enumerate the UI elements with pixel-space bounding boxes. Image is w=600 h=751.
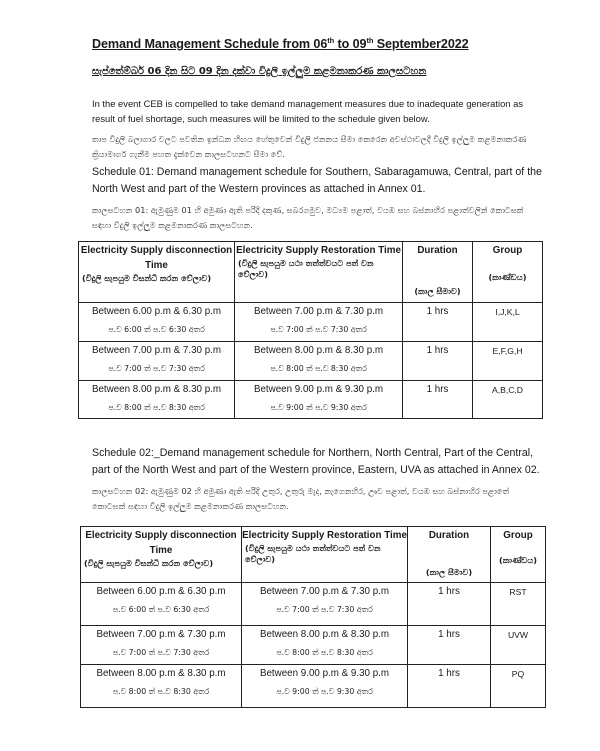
time-en: Between 9.00 p.m & 9.30 p.m: [253, 384, 384, 395]
column-header-disconnection: [79, 242, 235, 303]
header-en: Electricity Supply Restoration Time: [242, 530, 407, 541]
group-value: PQ: [511, 669, 525, 679]
time-en: Between 9.00 p.m & 9.30 p.m: [259, 668, 390, 679]
table-row: [81, 583, 546, 626]
title-text: to 09: [334, 37, 367, 52]
schedule-2-table: [80, 526, 546, 708]
duration-value: 1 hrs: [438, 586, 460, 597]
group-cell: [473, 381, 543, 419]
title-superscript: th: [366, 36, 374, 45]
header-en: Duration: [417, 245, 458, 256]
table-row: [79, 381, 543, 419]
duration-value: 1 hrs: [438, 629, 460, 640]
restoration-cell: [242, 665, 408, 708]
column-header-disconnection: [81, 527, 242, 583]
time-en: Between 7.00 p.m & 7.30 p.m: [91, 345, 222, 356]
column-header-group: [473, 242, 543, 303]
time-en: Between 8.00 p.m & 8.30 p.m: [259, 629, 390, 640]
time-en: Between 6.00 p.m & 6.30 p.m: [91, 306, 222, 317]
title-text: Demand Management Schedule from 06: [92, 37, 328, 52]
header-si: (විදුලි සැපයුම යථා තත්ත්වයට පත් වන වේලාව): [245, 543, 381, 564]
time-si: ප.ව 6:00 ත් ප.ව 6:30 අතර: [108, 325, 205, 334]
duration-value: 1 hrs: [426, 345, 449, 356]
group-cell: [473, 342, 543, 381]
duration-cell: [408, 665, 491, 708]
schedule-1-heading-sinhala: කාලසටහන 01: ඇමුණුම 01 හි අමුණා ඇති පරිදි දකුණ, සබරගමුව, මධ්‍යම පළාත්, වයඹ සහ බස්නාහිර පළාත්වලින් කොටසක් සඳහා විදුලි ඉල්ලුම කළමනාකරණ කාලසටහන.: [92, 205, 524, 230]
schedule-2-heading: Schedule 02:_Demand management schedule for Northern, North Central, Part of the Central, part of the North West and part of the Western province, Eastern, UVA as attached in Annex 02.: [92, 447, 540, 476]
group-value: E,F,G,H: [492, 346, 523, 356]
time-si: ප.ව 8:00 ත් ප.ව 8:30 අතර: [108, 403, 205, 412]
restoration-cell: [242, 583, 408, 626]
time-si: ප.ව 7:00 ත් ප.ව 7:30 අතර: [112, 648, 210, 657]
header-si: (කාණ්ඩය): [488, 272, 527, 282]
duration-value: 1 hrs: [438, 668, 460, 679]
group-value: A,B,C,D: [491, 385, 524, 395]
table-row: [81, 626, 546, 665]
time-si: ප.ව 7:00 ත් ප.ව 7:30 අතර: [270, 325, 367, 334]
disconnection-cell: [79, 381, 235, 419]
time-si: ප.ව 7:00 ත් ප.ව 7:30 අතර: [276, 605, 373, 614]
time-en: Between 7.00 p.m & 7.30 p.m: [253, 306, 384, 317]
restoration-cell: [242, 626, 408, 665]
header-si: (විදුලි සැපයුම විසන්ධි කරන වේලාව): [84, 558, 214, 568]
duration-cell: [403, 342, 473, 381]
column-header-restoration: [242, 527, 408, 583]
table-row: [79, 342, 543, 381]
title-text: September2022: [373, 37, 469, 52]
duration-cell: [403, 381, 473, 419]
header-en: Electricity Supply disconnection Time: [80, 245, 233, 271]
table-row: [81, 665, 546, 708]
group-cell: [491, 626, 546, 665]
intro-paragraph-sinhala: තාප විදුලි බලාගාර වලට පවතින ඉන්ධන හිඟය හේතුවෙන් විදුලි ජනනය සීමා කෙරෙන අවස්ථාවලදී විදුලි ඉල්ලුම කළමනාකරණ ක්‍රියාමාර්ග ගැනීම පහත දැක්වෙන කාලසටහනට සීමා වේ.: [92, 134, 527, 159]
column-header-duration: [403, 242, 473, 303]
title-superscript: th: [327, 36, 335, 45]
time-en: Between 7.00 p.m & 7.30 p.m: [259, 586, 390, 597]
time-si: ප.ව 9:00 ත් ප.ව 9:30 අතර: [270, 403, 367, 412]
header-si: (කාණ්ඩය): [499, 555, 537, 565]
disconnection-cell: [79, 342, 235, 381]
sinhala-title: සැප්තේම්බර් 06 දින සිට 09 දින දක්වා විදුලි ඉල්ලුම කළමනාකරණ කාලසටහන: [92, 66, 427, 77]
disconnection-cell: [79, 303, 235, 342]
disconnection-cell: [81, 665, 242, 708]
duration-cell: [403, 303, 473, 342]
duration-cell: [408, 626, 491, 665]
group-value: UVW: [507, 630, 529, 640]
time-si: ප.ව 8:00 ත් ප.ව 8:30 අතර: [270, 364, 367, 373]
group-cell: [491, 665, 546, 708]
time-si: ප.ව 8:00 ත් ප.ව 8:30 අතර: [276, 648, 373, 657]
column-header-duration: [408, 527, 491, 583]
header-en: Group: [503, 530, 533, 541]
duration-cell: [408, 583, 491, 626]
time-en: Between 6.00 p.m & 6.30 p.m: [96, 586, 226, 597]
time-en: Between 8.00 p.m & 8.30 p.m: [91, 384, 222, 395]
header-en: Group: [492, 245, 523, 256]
column-header-group: [491, 527, 546, 583]
table-row: [79, 303, 543, 342]
schedule-1-heading: Schedule 01: Demand management schedule for Southern, Sabaragamuwa, Central, part of the North West and part of the Western provinces as attached in Annex 01.: [92, 166, 542, 195]
intro-paragraph: In the event CEB is compelled to take demand management measures due to inadequate generation as result of fuel shortage, such measures will be limited to the schedule given below.: [92, 98, 524, 124]
group-cell: [473, 303, 543, 342]
header-en: Electricity Supply disconnection Time: [85, 530, 237, 556]
restoration-cell: [235, 342, 403, 381]
time-en: Between 8.00 p.m & 8.30 p.m: [96, 668, 226, 679]
disconnection-cell: [81, 626, 242, 665]
schedule-2-heading-sinhala: කාලසටහන 02: ඇමුණුම 02 හි අමුණා ඇති පරිදි උතුර, උතුරු මැද, නැගෙනහිර, ඌව පළාත්, වයඹ සහ බස්නාහිර පළාතේ කොටසක් සඳහා විදුලි ඉල්ලුම කළමනාකරණ කාලසටහන.: [92, 486, 510, 511]
restoration-cell: [235, 303, 403, 342]
group-value: RST: [509, 587, 527, 597]
time-en: Between 8.00 p.m & 8.30 p.m: [253, 345, 384, 356]
time-si: ප.ව 8:00 ත් ප.ව 8:30 අතර: [112, 687, 210, 696]
column-header-restoration: [235, 242, 403, 303]
disconnection-cell: [81, 583, 242, 626]
header-si: (විදුලි සැපයුම යථා තත්ත්වයට පත් වන වේලාව): [238, 258, 374, 279]
time-si: ප.ව 6:00 ත් ප.ව 6:30 අතර: [112, 605, 210, 614]
header-si: (කාල සීමාව): [414, 286, 461, 296]
restoration-cell: [235, 381, 403, 419]
header-en: Electricity Supply Restoration Time: [236, 245, 401, 256]
group-value: I,J,K,L: [495, 307, 520, 317]
document-title: [92, 36, 469, 51]
header-si: (කාල සීමාව): [425, 567, 473, 577]
time-en: Between 7.00 p.m & 7.30 p.m: [96, 629, 226, 640]
schedule-1-table: [78, 241, 543, 419]
duration-value: 1 hrs: [426, 384, 449, 395]
duration-value: 1 hrs: [426, 306, 449, 317]
table-header-row: [79, 242, 543, 303]
table-header-row: [81, 527, 546, 583]
time-si: ප.ව 9:00 ත් ප.ව 9:30 අතර: [276, 687, 373, 696]
time-si: ප.ව 7:00 ත් ප.ව 7:30 අතර: [108, 364, 205, 373]
header-si: (විදුලි සැපයුම විසන්ධි කරන වේලාව): [82, 273, 212, 283]
group-cell: [491, 583, 546, 626]
header-en: Duration: [428, 530, 470, 541]
